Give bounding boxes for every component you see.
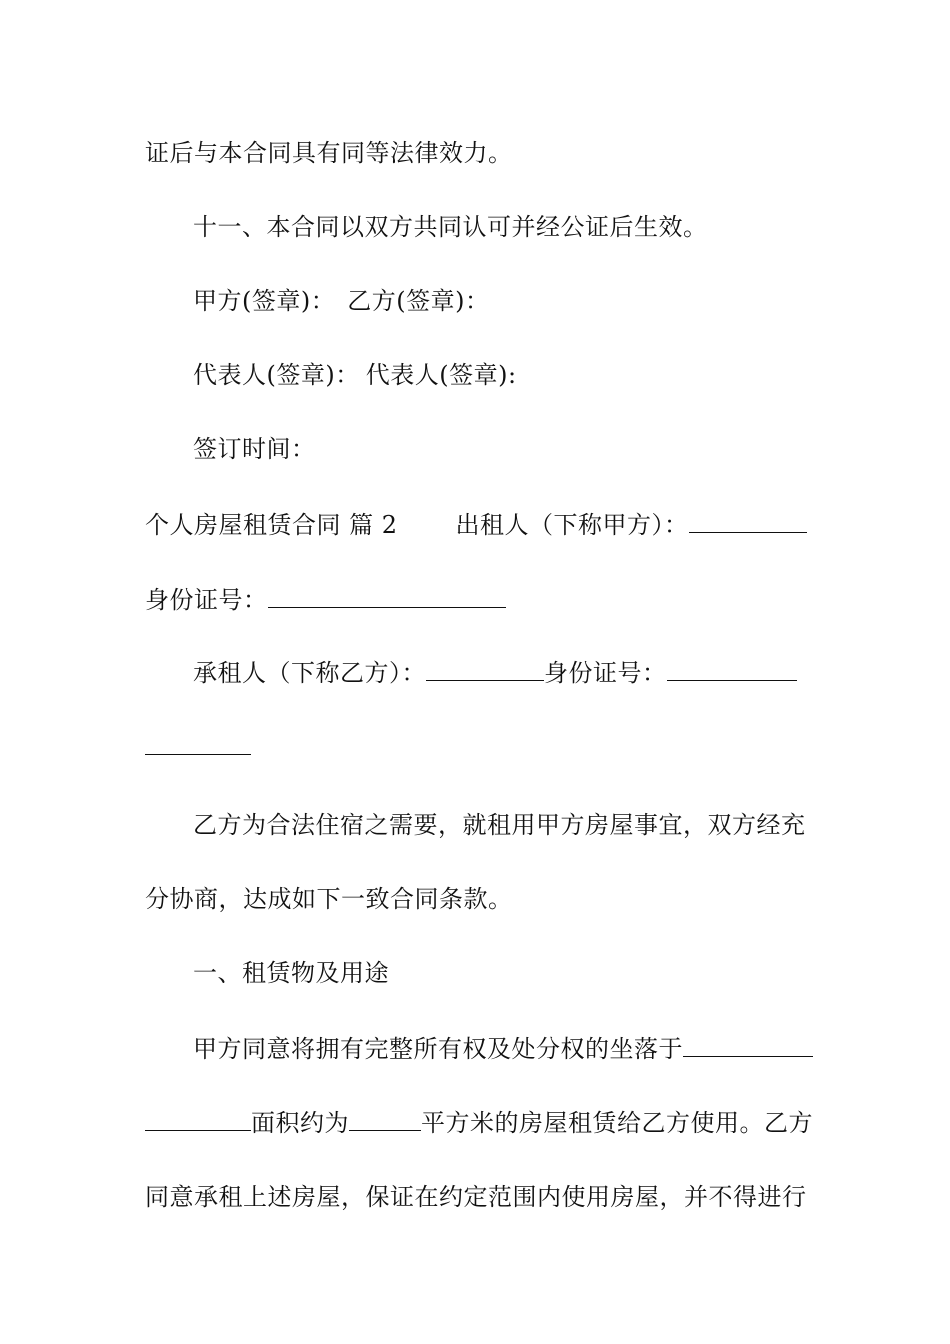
text-span: 同意承租上述房屋，保证在约定范围内使用房屋，并不得进行 bbox=[145, 1183, 807, 1211]
party-a-representative-label: 代表人(签章)： bbox=[193, 361, 360, 389]
paragraph-line bbox=[145, 138, 810, 168]
signature-line-parties bbox=[193, 286, 810, 316]
text-span: 平方米的房屋租赁给乙方使用。乙方 bbox=[421, 1109, 813, 1137]
text-span: 乙方为合法住宿之需要，就租用甲方房屋事宜，双方经充 bbox=[193, 811, 806, 839]
property-location-blank-continued[interactable] bbox=[145, 1110, 251, 1131]
party-a-seal-label: 甲方(签章)： bbox=[193, 287, 336, 315]
lessee-label: 承租人（下称乙方）： bbox=[193, 659, 426, 687]
property-location-blank[interactable] bbox=[683, 1036, 813, 1057]
lease-object-line-2 bbox=[145, 1108, 813, 1138]
intro-paragraph-line-2 bbox=[145, 884, 810, 914]
section-title: 一、租赁物及用途 bbox=[193, 959, 389, 987]
clause-eleven bbox=[193, 212, 810, 242]
text-span: 证后与本合同具有同等法律效力。 bbox=[145, 139, 513, 167]
lease-object-line-1 bbox=[193, 1034, 810, 1064]
text-span: 十一、本合同以双方共同认可并经公证后生效。 bbox=[193, 213, 708, 241]
signing-date-line bbox=[193, 434, 810, 464]
lessor-id-blank[interactable] bbox=[268, 587, 506, 608]
lessee-id-label: 身份证号： bbox=[544, 659, 667, 687]
lessee-name-blank[interactable] bbox=[426, 660, 544, 681]
text-span: 分协商，达成如下一致合同条款。 bbox=[145, 885, 513, 913]
intro-paragraph-line-1 bbox=[193, 810, 810, 840]
lessee-id-blank-continued[interactable] bbox=[145, 734, 251, 755]
signing-date-label: 签订时间： bbox=[193, 435, 316, 463]
lease-object-line-3 bbox=[145, 1182, 810, 1212]
area-blank[interactable] bbox=[349, 1110, 421, 1131]
text-span: 面积约为 bbox=[251, 1109, 349, 1137]
lessor-name-blank[interactable] bbox=[689, 512, 807, 533]
lessee-line bbox=[193, 658, 810, 688]
lessor-id-label: 身份证号： bbox=[145, 586, 268, 614]
lessee-id-blank[interactable] bbox=[667, 660, 797, 681]
lessor-id-line bbox=[145, 585, 810, 615]
contract-heading-line bbox=[145, 510, 810, 540]
lessor-label: 出租人（下称甲方）： bbox=[455, 511, 689, 539]
party-b-seal-label: 乙方(签章)： bbox=[347, 287, 490, 315]
section-heading-lease-object bbox=[193, 958, 810, 988]
contract-title: 个人房屋租赁合同 篇 2 bbox=[145, 511, 398, 539]
text-span: 甲方同意将拥有完整所有权及处分权的坐落于 bbox=[193, 1035, 683, 1063]
signature-line-representatives bbox=[193, 360, 810, 390]
party-b-representative-label: 代表人(签章): bbox=[365, 361, 517, 389]
lessee-id-continuation bbox=[145, 732, 810, 762]
